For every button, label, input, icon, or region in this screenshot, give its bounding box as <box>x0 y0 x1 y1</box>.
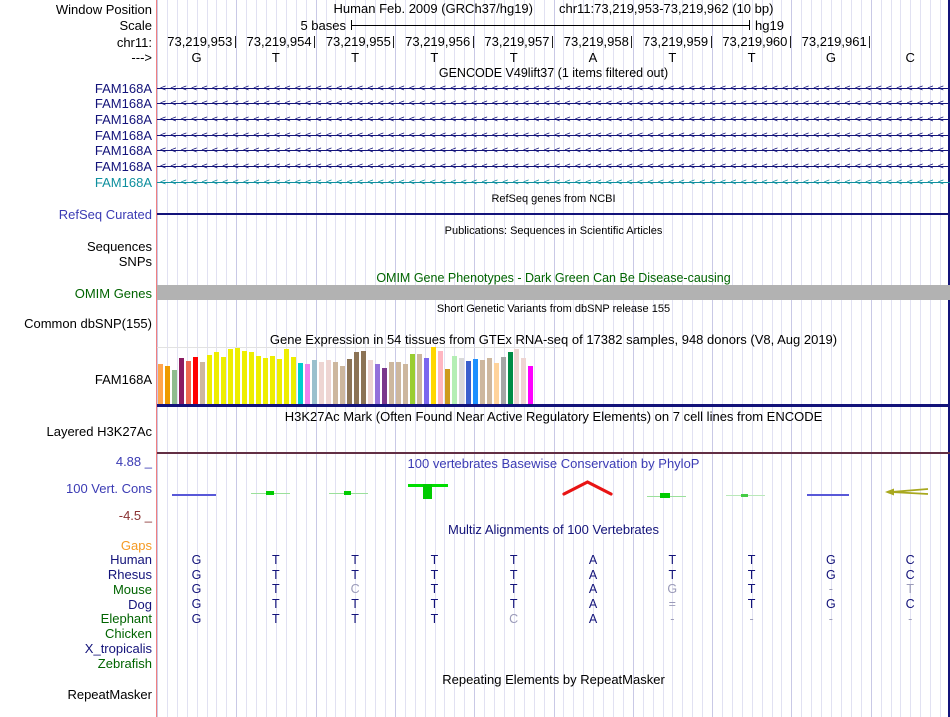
multiz-base: T <box>430 582 439 597</box>
species-label-elephant[interactable]: Elephant <box>100 611 152 627</box>
gene-label-fam168a[interactable]: FAM168A <box>94 96 152 112</box>
gene-label-fam168a[interactable]: FAM168A <box>94 174 152 190</box>
multiz-base: T <box>271 611 280 626</box>
gtex-tissue-bar[interactable] <box>494 363 499 404</box>
gtex-tissue-bar[interactable] <box>284 349 289 404</box>
strand-arrowheads: <<<<<<<<<<<<<<<<<<<<<<<<<<<<<<<<<<<<<<<<<<<<<<<<<<<<<<<<<<<<<<<<<<<<<<<<<<<< <box>160 113 949 125</box>
gtex-tissue-bar[interactable] <box>249 352 254 404</box>
gene-transcript-row[interactable] <box>157 128 950 143</box>
reference-base-letter: T <box>668 50 677 65</box>
strand-arrowheads: <<<<<<<<<<<<<<<<<<<<<<<<<<<<<<<<<<<<<<<<<<<<<<<<<<<<<<<<<<<<<<<<<<<<<<<<<<<< <box>160 98 949 110</box>
gene-transcript-row[interactable] <box>157 112 950 127</box>
multiz-base: T <box>430 611 439 626</box>
gtex-tissue-bar[interactable] <box>228 349 233 404</box>
species-label-mouse[interactable]: Mouse <box>112 581 152 597</box>
multiz-base: A <box>588 611 598 626</box>
assembly-title: Human Feb. 2009 (GRCh37/hg19) <box>333 1 533 16</box>
species-label-human[interactable]: Human <box>110 552 152 568</box>
multiz-base: T <box>271 582 280 597</box>
gtex-tissue-bar[interactable] <box>235 348 240 404</box>
multiz-base: G <box>826 552 836 567</box>
gtex-tissue-bar[interactable] <box>172 370 177 404</box>
multiz-title: Multiz Alignments of 100 Vertebrates <box>447 522 659 537</box>
multiz-base: C <box>905 567 915 582</box>
multiz-base: T <box>430 597 439 612</box>
multiz-base: T <box>271 597 280 612</box>
multiz-base: G <box>826 567 836 582</box>
gtex-tissue-bar[interactable] <box>200 362 205 404</box>
multiz-base: T <box>271 567 280 582</box>
reference-base-letter: C <box>905 50 915 65</box>
conservation-title: 100 vertebrates Basewise Conservation by PhyloP <box>407 456 700 471</box>
multiz-base: C <box>509 611 519 626</box>
gtex-plot-topline <box>157 347 561 348</box>
gene-transcript-row[interactable] <box>157 96 950 111</box>
track-label-100-vert-cons[interactable]: 100 Vert. Cons <box>66 481 152 496</box>
gtex-tissue-bar[interactable] <box>487 358 492 404</box>
gtex-tissue-bar[interactable] <box>521 358 526 404</box>
gtex-tissue-bar[interactable] <box>375 364 380 404</box>
multiz-base: G <box>826 597 836 612</box>
multiz-base: - <box>908 611 913 626</box>
gtex-baseline <box>157 404 950 407</box>
omim-gene-bar[interactable] <box>157 285 950 300</box>
gtex-tissue-bar[interactable] <box>459 358 464 404</box>
multiz-base: T <box>509 597 518 612</box>
gtex-tissue-bar[interactable] <box>291 357 296 404</box>
track-label-refseq-curated[interactable]: RefSeq Curated <box>58 206 152 222</box>
track-label-layered-h3k27ac[interactable]: Layered H3K27Ac <box>46 424 152 439</box>
gtex-tissue-bar[interactable] <box>501 357 506 404</box>
track-label-common-dbsnp[interactable]: Common dbSNP(155) <box>24 316 152 331</box>
gencode-title: GENCODE V49lift37 (1 items filtered out) <box>438 66 669 80</box>
omim-title: OMIM Gene Phenotypes - Dark Green Can Be Disease-causing <box>376 271 731 285</box>
multiz-base: G <box>191 552 202 567</box>
coordinate-label: 73,219,958 <box>563 34 629 49</box>
coordinate-label: 73,219,953 <box>167 34 233 49</box>
gtex-tissue-bar[interactable] <box>305 364 310 404</box>
gtex-tissue-bar[interactable] <box>382 368 387 404</box>
multiz-base: T <box>668 552 677 567</box>
strand-arrowheads: <<<<<<<<<<<<<<<<<<<<<<<<<<<<<<<<<<<<<<<<<<<<<<<<<<<<<<<<<<<<<<<<<<<<<<<<<<<< <box>160 82 949 94</box>
h3k27ac-baseline <box>157 452 950 454</box>
multiz-base: C <box>905 597 915 612</box>
reference-base-letter: T <box>747 50 756 65</box>
track-label-repeatmasker[interactable]: RepeatMasker <box>67 686 152 702</box>
coordinate-label: 73,219,955 <box>325 34 391 49</box>
gtex-tissue-bar[interactable] <box>221 357 226 404</box>
gtex-tissue-bar[interactable] <box>354 352 359 404</box>
coordinate-tick <box>631 36 632 48</box>
repeatmasker-title: Repeating Elements by RepeatMasker <box>442 672 665 687</box>
assembly-tag: hg19 <box>755 18 784 33</box>
position-title: chr11:73,219,953-73,219,962 (10 bp) <box>559 1 774 16</box>
reference-base-letter: G <box>825 50 836 65</box>
multiz-base: C <box>905 552 915 567</box>
coordinate-label: 73,219,954 <box>246 34 312 49</box>
coordinate-tick <box>393 36 394 48</box>
strand-arrowheads: <<<<<<<<<<<<<<<<<<<<<<<<<<<<<<<<<<<<<<<<<<<<<<<<<<<<<<<<<<<<<<<<<<<<<<<<<<<< <box>160 129 949 141</box>
multiz-base: G <box>191 582 202 597</box>
gtex-tissue-bar[interactable] <box>480 360 485 404</box>
multiz-base: T <box>747 582 756 597</box>
chromosome-label: chr11: <box>116 35 152 50</box>
scale-label: Scale <box>119 18 152 33</box>
multiz-base: T <box>906 582 914 597</box>
gene-label-fam168a[interactable]: FAM168A <box>94 80 152 96</box>
gtex-tissue-bar[interactable] <box>277 359 282 404</box>
reference-base-letter: T <box>351 50 360 65</box>
strand-arrow-label: ---> <box>131 50 152 65</box>
refseq-title: RefSeq genes from NCBI <box>491 193 616 205</box>
gtex-tissue-bar[interactable] <box>431 347 436 404</box>
coordinate-label: 73,219,959 <box>643 34 709 49</box>
gtex-tissue-bar[interactable] <box>312 360 317 404</box>
gtex-tissue-bar[interactable] <box>528 366 533 404</box>
species-label-zebrafish[interactable]: Zebrafish <box>97 655 152 671</box>
gene-transcript-row[interactable] <box>157 159 950 174</box>
multiz-base: T <box>747 597 756 612</box>
gtex-tissue-bar[interactable] <box>298 363 303 404</box>
species-label-gaps[interactable]: Gaps <box>120 537 152 553</box>
multiz-base: - <box>749 611 754 626</box>
multiz-base: T <box>509 567 518 582</box>
reference-base-letter: T <box>271 50 280 65</box>
window-position-label: Window Position <box>55 2 152 17</box>
coordinate-label: 73,219,960 <box>722 34 788 49</box>
gtex-tissue-bar[interactable] <box>473 359 478 404</box>
multiz-base: G <box>667 582 678 597</box>
multiz-base: T <box>351 552 359 567</box>
gtex-tissue-bar[interactable] <box>263 358 268 404</box>
multiz-base: T <box>351 611 359 626</box>
species-label-dog[interactable]: Dog <box>128 596 152 612</box>
gtex-tissue-bar[interactable] <box>340 366 345 404</box>
scale-bar <box>351 20 750 30</box>
conservation-min-value: -4.5 _ <box>118 508 152 523</box>
multiz-base: A <box>588 597 598 612</box>
reference-base-letter: A <box>588 50 598 65</box>
gtex-tissue-bar[interactable] <box>186 361 191 404</box>
gtex-tissue-bar[interactable] <box>424 358 429 404</box>
multiz-base: A <box>588 582 598 597</box>
gtex-tissue-bar[interactable] <box>361 351 366 404</box>
multiz-base: T <box>747 552 756 567</box>
coordinate-tick <box>473 36 474 48</box>
gtex-tissue-bar[interactable] <box>514 349 519 404</box>
multiz-base: - <box>828 611 833 626</box>
gtex-tissue-bar[interactable] <box>333 362 338 404</box>
gtex-tissue-bar[interactable] <box>410 354 415 404</box>
coordinate-tick <box>314 36 315 48</box>
gtex-tissue-bar[interactable] <box>438 351 443 404</box>
multiz-base: T <box>509 552 518 567</box>
multiz-base: = <box>668 597 676 612</box>
coordinate-label: 73,219,957 <box>484 34 550 49</box>
gtex-tissue-bar[interactable] <box>368 360 373 404</box>
gtex-tissue-bar[interactable] <box>207 355 212 404</box>
gene-label-fam168a[interactable]: FAM168A <box>94 111 152 127</box>
track-label-snps[interactable]: SNPs <box>118 254 152 269</box>
strand-arrowheads: <<<<<<<<<<<<<<<<<<<<<<<<<<<<<<<<<<<<<<<<<<<<<<<<<<<<<<<<<<<<<<<<<<<<<<<<<<<< <box>160 176 949 188</box>
coordinate-tick <box>869 36 870 48</box>
gtex-tissue-bar[interactable] <box>389 362 394 404</box>
multiz-base: G <box>191 611 202 626</box>
gtex-tissue-bar[interactable] <box>319 362 324 404</box>
gtex-tissue-bar[interactable] <box>403 364 408 404</box>
gene-label-fam168a[interactable]: FAM168A <box>94 159 152 174</box>
gtex-tissue-bar[interactable] <box>270 356 275 404</box>
gtex-tissue-bar[interactable] <box>508 352 513 404</box>
gtex-tissue-bar[interactable] <box>242 351 247 404</box>
dbsnp-title: Short Genetic Variants from dbSNP release 155 <box>436 302 671 315</box>
header-title <box>157 2 950 16</box>
multiz-base: T <box>351 597 359 612</box>
strand-arrowheads: <<<<<<<<<<<<<<<<<<<<<<<<<<<<<<<<<<<<<<<<<<<<<<<<<<<<<<<<<<<<<<<<<<<<<<<<<<<< <box>160 145 949 157</box>
multiz-base: A <box>588 567 598 582</box>
gene-transcript-row[interactable] <box>157 81 950 96</box>
gtex-tissue-bar[interactable] <box>445 369 450 404</box>
gtex-tissue-bar[interactable] <box>452 356 457 404</box>
gtex-tissue-bar[interactable] <box>193 357 198 404</box>
strand-arrowheads: <<<<<<<<<<<<<<<<<<<<<<<<<<<<<<<<<<<<<<<<<<<<<<<<<<<<<<<<<<<<<<<<<<<<<<<<<<<< <box>160 161 949 172</box>
gtex-tissue-bar[interactable] <box>347 359 352 404</box>
coordinate-tick <box>790 36 791 48</box>
h3k27ac-title: H3K27Ac Mark (Often Found Near Active Regulatory Elements) on 7 cell lines from ENCODE <box>284 409 823 424</box>
refseq-curated-track[interactable] <box>157 213 950 215</box>
multiz-base: - <box>670 611 675 626</box>
reference-base-letter: G <box>191 50 202 65</box>
multiz-base: A <box>588 552 598 567</box>
multiz-base: T <box>271 552 280 567</box>
gene-transcript-row[interactable] <box>157 175 950 190</box>
coordinate-tick <box>552 36 553 48</box>
multiz-base: T <box>430 552 439 567</box>
gene-transcript-row[interactable] <box>157 143 950 158</box>
multiz-base: C <box>350 582 360 597</box>
gtex-tissue-bar[interactable] <box>179 358 184 404</box>
gtex-tissue-bar[interactable] <box>214 352 219 404</box>
multiz-base: T <box>747 567 756 582</box>
scale-value: 5 bases <box>300 18 346 33</box>
coordinate-tick <box>711 36 712 48</box>
gtex-tissue-bar[interactable] <box>326 360 331 404</box>
multiz-base: G <box>191 597 202 612</box>
gtex-tissue-bar[interactable] <box>466 361 471 404</box>
coordinate-label: 73,219,961 <box>801 34 867 49</box>
multiz-base: G <box>191 567 202 582</box>
multiz-base: T <box>509 582 518 597</box>
gtex-tissue-bar[interactable] <box>417 354 422 404</box>
coordinate-label: 73,219,956 <box>405 34 471 49</box>
multiz-base: - <box>828 582 833 597</box>
species-label-chicken[interactable]: Chicken <box>105 626 152 642</box>
gene-label-fam168a[interactable]: FAM168A <box>94 143 152 159</box>
gtex-title: Gene Expression in 54 tissues from GTEx RNA-seq of 17382 samples, 948 donors (V8, Aug 2019) <box>269 332 838 347</box>
gtex-tissue-bar[interactable] <box>396 362 401 404</box>
species-label-x_tropicalis[interactable]: X_tropicalis <box>84 640 152 656</box>
species-label-rhesus[interactable]: Rhesus <box>107 567 152 583</box>
publications-title: Publications: Sequences in Scientific Articles <box>444 224 663 237</box>
multiz-base: T <box>668 567 677 582</box>
gtex-tissue-bar[interactable] <box>158 364 163 404</box>
gtex-tissue-bar[interactable] <box>165 366 170 404</box>
gene-label-fam168a[interactable]: FAM168A <box>94 127 152 143</box>
track-label-omim-genes[interactable]: OMIM Genes <box>74 285 152 301</box>
multiz-base: T <box>430 567 439 582</box>
conservation-max-value: 4.88 _ <box>115 453 152 469</box>
multiz-base: T <box>351 567 359 582</box>
gtex-tissue-bar[interactable] <box>256 356 261 404</box>
reference-base-letter: T <box>430 50 439 65</box>
track-label-gtex-gene[interactable]: FAM168A <box>94 372 152 387</box>
coordinate-tick <box>235 36 236 48</box>
track-label-sequences[interactable]: Sequences <box>86 238 152 254</box>
reference-base-letter: T <box>509 50 518 65</box>
